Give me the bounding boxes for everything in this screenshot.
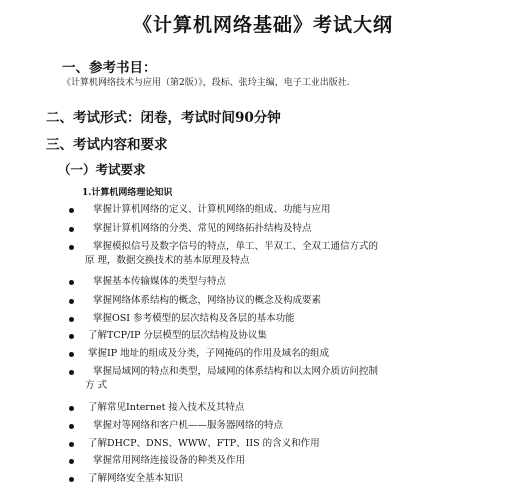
- list-item: 掌握IP 地址的组成及分类，子网掩码的作用及域名的组成: [88, 348, 330, 359]
- list-item: 掌握基本传输媒体的类型与特点: [93, 276, 227, 287]
- bullet-icon: [69, 442, 74, 447]
- list-item: 掌握局域网的特点和类型，局域网的体系结构和以太网介质访问控制: [93, 366, 379, 377]
- list-item: 掌握对等网络和客户机——服务器网络的特点: [93, 420, 284, 431]
- list-item-continuation: 方 式: [85, 380, 108, 391]
- bullet-icon: [69, 370, 74, 375]
- list-item: 了解DHCP、DNS、WWW、FTP、IIS 的含义和作用: [88, 438, 320, 449]
- section-3-heading: 三、考试内容和要求: [46, 137, 168, 153]
- bullet-icon: [69, 227, 74, 232]
- bullet-icon: [69, 459, 74, 464]
- bullet-icon: [69, 245, 74, 250]
- document-title: 《计算机网络基础》考试大纲: [132, 14, 393, 36]
- topic-heading: 1.计算机网络理论知识: [82, 188, 173, 198]
- section-1-heading: 一、参考书目：: [62, 60, 157, 76]
- list-item: 掌握计算机网络的定义、计算机网络的组成、功能与应用: [93, 204, 331, 215]
- bullet-icon: [69, 299, 74, 304]
- list-item-continuation: 原 理，数据交换技术的基本原理及特点: [85, 255, 250, 266]
- list-item: 掌握常用网络连接设备的种类及作用: [93, 455, 246, 466]
- list-item: 掌握计算机网络的分类、常见的网络拓扑结构及特点: [93, 223, 312, 234]
- list-item: 了解TCP/IP 分层模型的层次结构及协议集: [88, 330, 267, 341]
- bullet-icon: [69, 424, 74, 429]
- list-item: 掌握网络体系结构的概念，网络协议的概念及构成要素: [93, 295, 322, 306]
- bullet-icon: [69, 208, 74, 213]
- list-item: 掌握模拟信号及数字信号的特点，单工、半双工、全双工通信方式的: [93, 241, 379, 252]
- list-item: 了解网络安全基本知识: [88, 473, 184, 484]
- bullet-icon: [69, 317, 74, 322]
- list-item: 掌握OSI 参考模型的层次结构及各层的基本功能: [93, 313, 295, 324]
- section-2-heading: 二、考试形式：闭卷，考试时间90分钟: [46, 110, 281, 126]
- bullet-icon: [69, 280, 74, 285]
- bullet-icon: [69, 406, 74, 411]
- bullet-icon: [69, 477, 74, 482]
- bullet-icon: [69, 334, 74, 339]
- subsection-heading: （一）考试要求: [58, 162, 146, 177]
- bullet-icon: [69, 352, 74, 357]
- list-item: 了解常见Internet 接入技术及其特点: [88, 402, 245, 413]
- reference-book: 《计算机网络技术与应用（第2版）》，段标、张玲主编，电子工业出版社.: [62, 78, 350, 88]
